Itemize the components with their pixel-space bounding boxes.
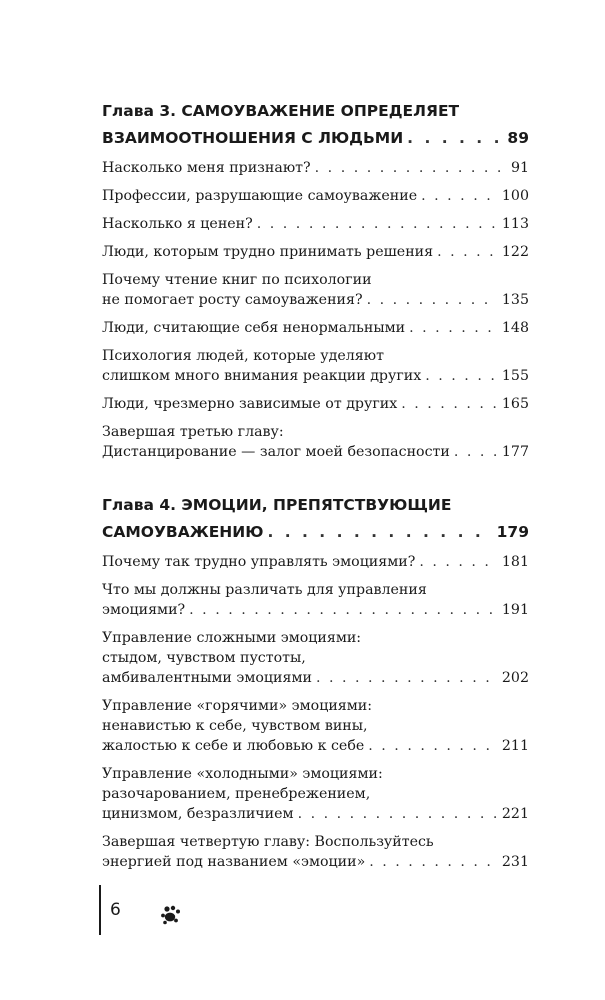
chapter-title-line: САМОУВАЖЕНИЮ [102,523,264,541]
entry-text: цинизмом, безразличием [102,806,294,822]
toc-entry [102,552,529,572]
entry-text: Насколько я ценен? [102,216,253,232]
toc-entry [102,270,529,310]
toc-entry [102,242,529,262]
leader-dots [316,668,498,688]
toc-entry [102,214,529,234]
entry-page-number: 155 [501,368,529,384]
chapter-gap [102,470,529,492]
entry-text: амбивалентными эмоциями [102,670,312,686]
entry-text: Почему так трудно управлять эмоциями? [102,554,416,570]
leader-dots [407,125,503,152]
entry-page-number: 221 [501,806,529,822]
chapter-4-heading [102,492,529,546]
toc-entry [102,318,529,338]
toc-entry [102,580,529,620]
leader-dots [419,552,498,572]
entry-page-number: 122 [501,244,529,260]
entry-text: Управление «горячими» эмоциями: [102,698,372,714]
entry-text: разочарованием, пренебрежением, [102,786,371,802]
entry-text: Люди, считающие себя ненормальными [102,320,406,336]
entry-page-number: 181 [501,554,529,570]
entry-text: Люди, которым трудно принимать решения [102,244,434,260]
page-footer [99,885,219,935]
leader-dots [425,366,498,386]
entry-text: ненавистью к себе, чувством вины, [102,718,368,734]
toc-entry [102,346,529,386]
entry-text: энергией под названием «эмоции» [102,854,366,870]
toc-entry [102,696,529,756]
footer-rule [99,885,101,935]
entry-page-number: 91 [510,160,529,176]
chapter-title-line: Глава 3. САМОУВАЖЕНИЕ ОПРЕДЕЛЯЕТ [102,102,460,120]
entry-page-number: 165 [501,396,529,412]
entry-text: Управление сложными эмоциями: [102,630,362,646]
entry-text: Завершая четвертую главу: Воспользуйтесь [102,834,434,850]
entry-page-number: 148 [501,320,529,336]
chapter-page-number: 179 [496,523,529,541]
table-of-contents [102,98,529,880]
leader-dots [315,158,507,178]
toc-entry [102,158,529,178]
entry-text: стыдом, чувством пустоты, [102,650,306,666]
entry-text: эмоциями? [102,602,186,618]
entry-text: Управление «холодными» эмоциями: [102,766,383,782]
leader-dots [298,804,498,824]
leader-dots [267,519,492,546]
entry-text: Психология людей, которые уделяют [102,348,384,364]
entry-page-number: 211 [501,738,529,754]
page-number: 6 [110,900,121,920]
entry-text: Завершая третью главу: [102,424,284,440]
entry-text: Почему чтение книг по психологии [102,272,372,288]
leader-dots [189,600,498,620]
publisher-logo-icon [160,905,182,925]
entry-text: не помогает росту самоуважения? [102,292,363,308]
entry-page-number: 113 [501,216,529,232]
entry-page-number: 135 [501,292,529,308]
entry-page-number: 231 [501,854,529,870]
chapter-3-heading [102,98,529,152]
chapter-page-number: 89 [507,129,529,147]
leader-dots [454,442,498,462]
leader-dots [369,852,498,872]
toc-entry [102,422,529,462]
entry-text: Дистанцирование — залог моей безопасности [102,444,450,460]
toc-entry [102,628,529,688]
leader-dots [368,736,498,756]
entry-page-number: 191 [501,602,529,618]
toc-entry [102,832,529,872]
leader-dots [367,290,498,310]
leader-dots [421,186,498,206]
leader-dots [257,214,498,234]
entry-text: Люди, чрезмерно зависимые от других [102,396,398,412]
entry-page-number: 177 [501,444,529,460]
chapter-title-line: ВЗАИМООТНОШЕНИЯ С ЛЮДЬМИ [102,129,404,147]
entry-text: Что мы должны различать для управления [102,582,427,598]
entry-page-number: 202 [501,670,529,686]
entry-text: Насколько меня признают? [102,160,311,176]
entry-text: слишком много внимания реакции других [102,368,422,384]
entry-text: жалостью к себе и любовью к себе [102,738,365,754]
toc-entry [102,186,529,206]
toc-entry [102,764,529,824]
chapter-title-line: Глава 4. ЭМОЦИИ, ПРЕПЯТСТВУЮЩИЕ [102,496,452,514]
leader-dots [409,318,498,338]
entry-text: Профессии, разрушающие самоуважение [102,188,418,204]
leader-dots [401,394,498,414]
leader-dots [437,242,498,262]
toc-entry [102,394,529,414]
entry-page-number: 100 [501,188,529,204]
